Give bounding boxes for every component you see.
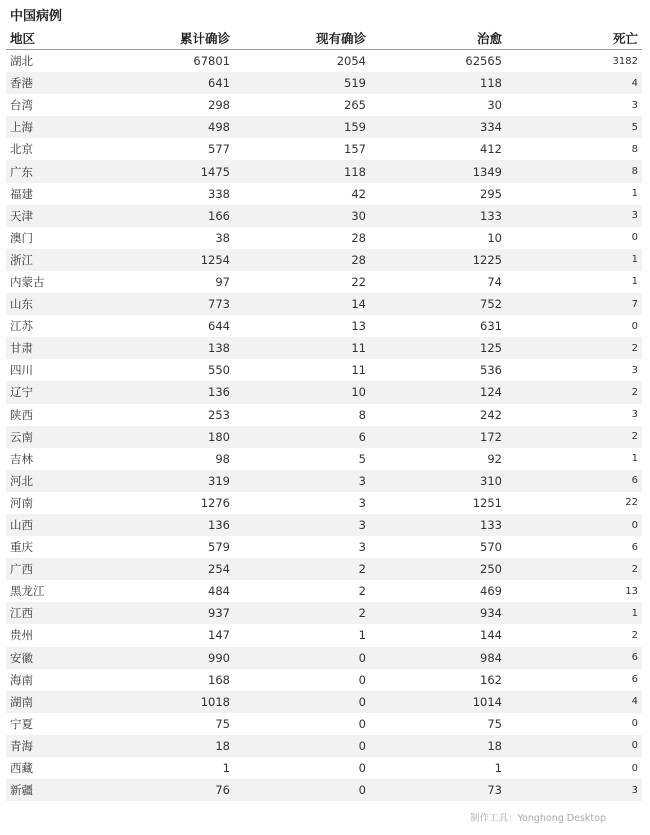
table-row [6, 536, 642, 558]
recovered-cell: 124 [370, 381, 506, 403]
confirmed-cell: 147 [208, 628, 230, 643]
table-row [6, 624, 642, 646]
region-cell: 澳门 [10, 230, 33, 245]
table-row [6, 426, 642, 448]
confirmed-cell: 937 [116, 602, 234, 624]
region-cell: 海南 [10, 672, 33, 687]
current-cell: 14 [234, 293, 370, 315]
confirmed-cell: 254 [116, 558, 234, 580]
recovered-cell: 469 [480, 584, 502, 599]
region-cell: 内蒙古 [10, 274, 45, 289]
current-cell: 28 [351, 230, 366, 245]
confirmed-cell: 75 [215, 716, 230, 731]
deaths-cell: 3 [631, 364, 638, 376]
region-cell: 西藏 [10, 761, 33, 776]
table-row [6, 779, 642, 801]
recovered-cell: 934 [370, 602, 506, 624]
confirmed-cell: 498 [116, 116, 234, 138]
region-cell: 青海 [6, 735, 116, 757]
recovered-cell: 1 [494, 761, 502, 776]
recovered-cell: 62565 [465, 54, 502, 69]
recovered-cell: 536 [480, 363, 502, 378]
table-row [6, 713, 642, 735]
current-cell: 22 [351, 274, 366, 289]
current-cell: 2 [234, 558, 370, 580]
region-cell: 河南 [10, 495, 33, 510]
confirmed-cell: 253 [208, 407, 230, 422]
confirmed-cell: 138 [116, 337, 234, 359]
deaths-cell: 1 [631, 276, 638, 288]
recovered-cell: 242 [480, 407, 502, 422]
confirmed-cell: 579 [208, 540, 230, 555]
region-cell: 重庆 [10, 540, 33, 555]
current-cell: 2 [234, 602, 370, 624]
deaths-cell: 6 [506, 647, 642, 669]
recovered-cell: 570 [480, 540, 502, 555]
deaths-cell: 3 [506, 779, 642, 801]
current-cell: 3 [358, 540, 366, 555]
confirmed-cell: 136 [116, 381, 234, 403]
current-cell: 6 [234, 426, 370, 448]
table-row [6, 271, 642, 293]
table-row [6, 227, 642, 249]
confirmed-cell: 98 [215, 451, 230, 466]
table-header-row [6, 27, 642, 50]
current-cell: 0 [358, 716, 366, 731]
recovered-cell: 1014 [370, 691, 506, 713]
deaths-cell: 2 [506, 426, 642, 448]
region-cell: 宁夏 [10, 716, 33, 731]
deaths-cell: 2 [506, 337, 642, 359]
recovered-cell: 412 [480, 142, 502, 157]
deaths-cell: 2 [631, 629, 638, 641]
confirmed-cell: 550 [208, 363, 230, 378]
current-cell: 2054 [336, 54, 366, 69]
current-cell: 0 [234, 691, 370, 713]
region-cell: 湖北 [10, 54, 33, 69]
table-row [6, 138, 642, 160]
table-row [6, 337, 642, 359]
current-cell: 3 [234, 514, 370, 536]
confirmed-cell: 180 [116, 426, 234, 448]
confirmed-cell: 1475 [116, 160, 234, 182]
current-cell: 3 [358, 495, 366, 510]
table-row [6, 359, 642, 381]
table-row [6, 448, 642, 470]
recovered-cell: 118 [370, 72, 506, 94]
current-cell: 0 [234, 735, 370, 757]
recovered-cell: 631 [480, 319, 502, 334]
table-row [6, 381, 642, 403]
region-cell: 贵州 [10, 628, 33, 643]
recovered-cell: 752 [370, 293, 506, 315]
recovered-cell: 250 [370, 558, 506, 580]
confirmed-cell: 166 [116, 205, 234, 227]
column-header-deaths[interactable]: 死亡 [506, 27, 642, 50]
recovered-cell: 73 [370, 779, 506, 801]
deaths-cell: 0 [631, 320, 638, 332]
table-row [6, 205, 642, 227]
current-cell: 1 [358, 628, 366, 643]
table-row [6, 72, 642, 94]
current-cell: 28 [234, 249, 370, 271]
deaths-cell: 1 [506, 249, 642, 271]
region-cell: 浙江 [6, 249, 116, 271]
table-row [6, 94, 642, 116]
current-cell: 118 [234, 160, 370, 182]
column-header-region[interactable]: 地区 [6, 27, 116, 50]
region-cell: 北京 [10, 142, 33, 157]
deaths-cell: 2 [506, 558, 642, 580]
table-row [6, 116, 642, 138]
table-row [6, 580, 642, 602]
deaths-cell: 1 [631, 188, 638, 200]
recovered-cell: 162 [480, 672, 502, 687]
region-cell: 新疆 [6, 779, 116, 801]
table-row [6, 249, 642, 271]
region-cell: 河北 [6, 470, 116, 492]
recovered-cell: 18 [370, 735, 506, 757]
table-row [6, 757, 642, 779]
column-header-current[interactable]: 现有确诊 [234, 27, 370, 50]
current-cell: 11 [351, 363, 366, 378]
confirmed-cell: 1018 [116, 691, 234, 713]
region-cell: 山西 [6, 514, 116, 536]
confirmed-cell: 641 [116, 72, 234, 94]
current-cell: 30 [234, 205, 370, 227]
confirmed-cell: 298 [208, 98, 230, 113]
confirmed-cell: 97 [215, 274, 230, 289]
deaths-cell: 0 [506, 514, 642, 536]
deaths-cell: 6 [631, 541, 638, 553]
confirmed-cell: 773 [116, 293, 234, 315]
deaths-cell: 3 [631, 409, 638, 421]
table-row [6, 50, 642, 73]
recovered-cell: 74 [487, 274, 502, 289]
confirmed-cell: 644 [208, 319, 230, 334]
current-cell: 159 [234, 116, 370, 138]
current-cell: 0 [234, 647, 370, 669]
recovered-cell: 10 [487, 230, 502, 245]
recovered-cell: 75 [487, 716, 502, 731]
region-cell: 上海 [6, 116, 116, 138]
deaths-cell: 4 [506, 72, 642, 94]
table-row [6, 492, 642, 514]
confirmed-cell: 168 [208, 672, 230, 687]
confirmed-cell: 577 [208, 142, 230, 157]
table-row [6, 735, 642, 757]
recovered-cell: 172 [370, 426, 506, 448]
recovered-cell: 125 [370, 337, 506, 359]
recovered-cell: 334 [370, 116, 506, 138]
table-row [6, 293, 642, 315]
column-header-recovered[interactable]: 治愈 [370, 27, 506, 50]
recovered-cell: 1349 [370, 160, 506, 182]
region-cell: 福建 [10, 186, 33, 201]
table-row [6, 470, 642, 492]
deaths-cell: 0 [631, 762, 638, 774]
deaths-cell: 0 [506, 735, 642, 757]
recovered-cell: 92 [487, 451, 502, 466]
current-cell: 2 [358, 584, 366, 599]
deaths-cell: 3 [631, 99, 638, 111]
current-cell: 3 [234, 470, 370, 492]
deaths-cell: 0 [631, 718, 638, 730]
current-cell: 0 [358, 672, 366, 687]
region-cell: 甘肃 [6, 337, 116, 359]
confirmed-cell: 18 [116, 735, 234, 757]
deaths-cell: 7 [506, 293, 642, 315]
recovered-cell: 310 [370, 470, 506, 492]
confirmed-cell: 38 [215, 230, 230, 245]
region-cell: 台湾 [10, 98, 33, 113]
recovered-cell: 1225 [370, 249, 506, 271]
deaths-cell: 6 [631, 674, 638, 686]
region-cell: 辽宁 [6, 381, 116, 403]
china-cases-table [6, 27, 642, 801]
current-cell: 0 [234, 779, 370, 801]
deaths-cell: 13 [625, 585, 638, 597]
deaths-cell: 4 [506, 691, 642, 713]
current-cell: 8 [358, 407, 366, 422]
deaths-cell: 2 [506, 381, 642, 403]
deaths-cell: 22 [625, 497, 638, 509]
table-row [6, 315, 642, 337]
deaths-cell: 3182 [612, 55, 638, 67]
current-cell: 0 [358, 761, 366, 776]
deaths-cell: 8 [506, 160, 642, 182]
table-row [6, 669, 642, 691]
region-cell: 山东 [6, 293, 116, 315]
region-cell: 广西 [6, 558, 116, 580]
current-cell: 5 [358, 451, 366, 466]
region-cell: 香港 [6, 72, 116, 94]
region-cell: 天津 [6, 205, 116, 227]
recovered-cell: 984 [370, 647, 506, 669]
deaths-cell: 6 [506, 470, 642, 492]
confirmed-cell: 319 [116, 470, 234, 492]
recovered-cell: 144 [480, 628, 502, 643]
region-cell: 陕西 [10, 407, 33, 422]
table-row [6, 160, 642, 182]
region-cell: 吉林 [10, 451, 33, 466]
confirmed-cell: 338 [208, 186, 230, 201]
deaths-cell: 1 [631, 453, 638, 465]
current-cell: 10 [234, 381, 370, 403]
region-cell: 广东 [6, 160, 116, 182]
region-cell: 江苏 [10, 319, 33, 334]
region-cell: 黑龙江 [10, 584, 45, 599]
table-row [6, 647, 642, 669]
table-row [6, 558, 642, 580]
deaths-cell: 8 [631, 143, 638, 155]
confirmed-cell: 1254 [116, 249, 234, 271]
column-header-confirmed[interactable]: 累计确诊 [116, 27, 234, 50]
confirmed-cell: 1 [222, 761, 230, 776]
current-cell: 265 [344, 98, 366, 113]
table-row [6, 183, 642, 205]
deaths-cell: 3 [506, 205, 642, 227]
table-title: 中国病例 [10, 9, 63, 24]
recovered-cell: 133 [370, 205, 506, 227]
recovered-cell: 295 [480, 186, 502, 201]
recovered-cell: 1251 [472, 495, 502, 510]
table-row [6, 602, 642, 624]
deaths-cell: 0 [631, 232, 638, 244]
region-cell: 江西 [6, 602, 116, 624]
confirmed-cell: 990 [116, 647, 234, 669]
confirmed-cell: 67801 [193, 54, 230, 69]
confirmed-cell: 136 [116, 514, 234, 536]
confirmed-cell: 76 [116, 779, 234, 801]
recovered-cell: 133 [370, 514, 506, 536]
region-cell: 云南 [6, 426, 116, 448]
table-row [6, 404, 642, 426]
region-cell: 安徽 [6, 647, 116, 669]
table-row [6, 514, 642, 536]
current-cell: 519 [234, 72, 370, 94]
current-cell: 11 [234, 337, 370, 359]
region-cell: 湖南 [6, 691, 116, 713]
confirmed-cell: 484 [208, 584, 230, 599]
table-row [6, 691, 642, 713]
recovered-cell: 30 [487, 98, 502, 113]
confirmed-cell: 1276 [200, 495, 230, 510]
deaths-cell: 1 [506, 602, 642, 624]
deaths-cell: 5 [506, 116, 642, 138]
current-cell: 42 [351, 186, 366, 201]
current-cell: 157 [344, 142, 366, 157]
region-cell: 四川 [10, 363, 33, 378]
footer-credit: 制作工具：Yonghong Desktop [470, 813, 606, 824]
current-cell: 13 [351, 319, 366, 334]
